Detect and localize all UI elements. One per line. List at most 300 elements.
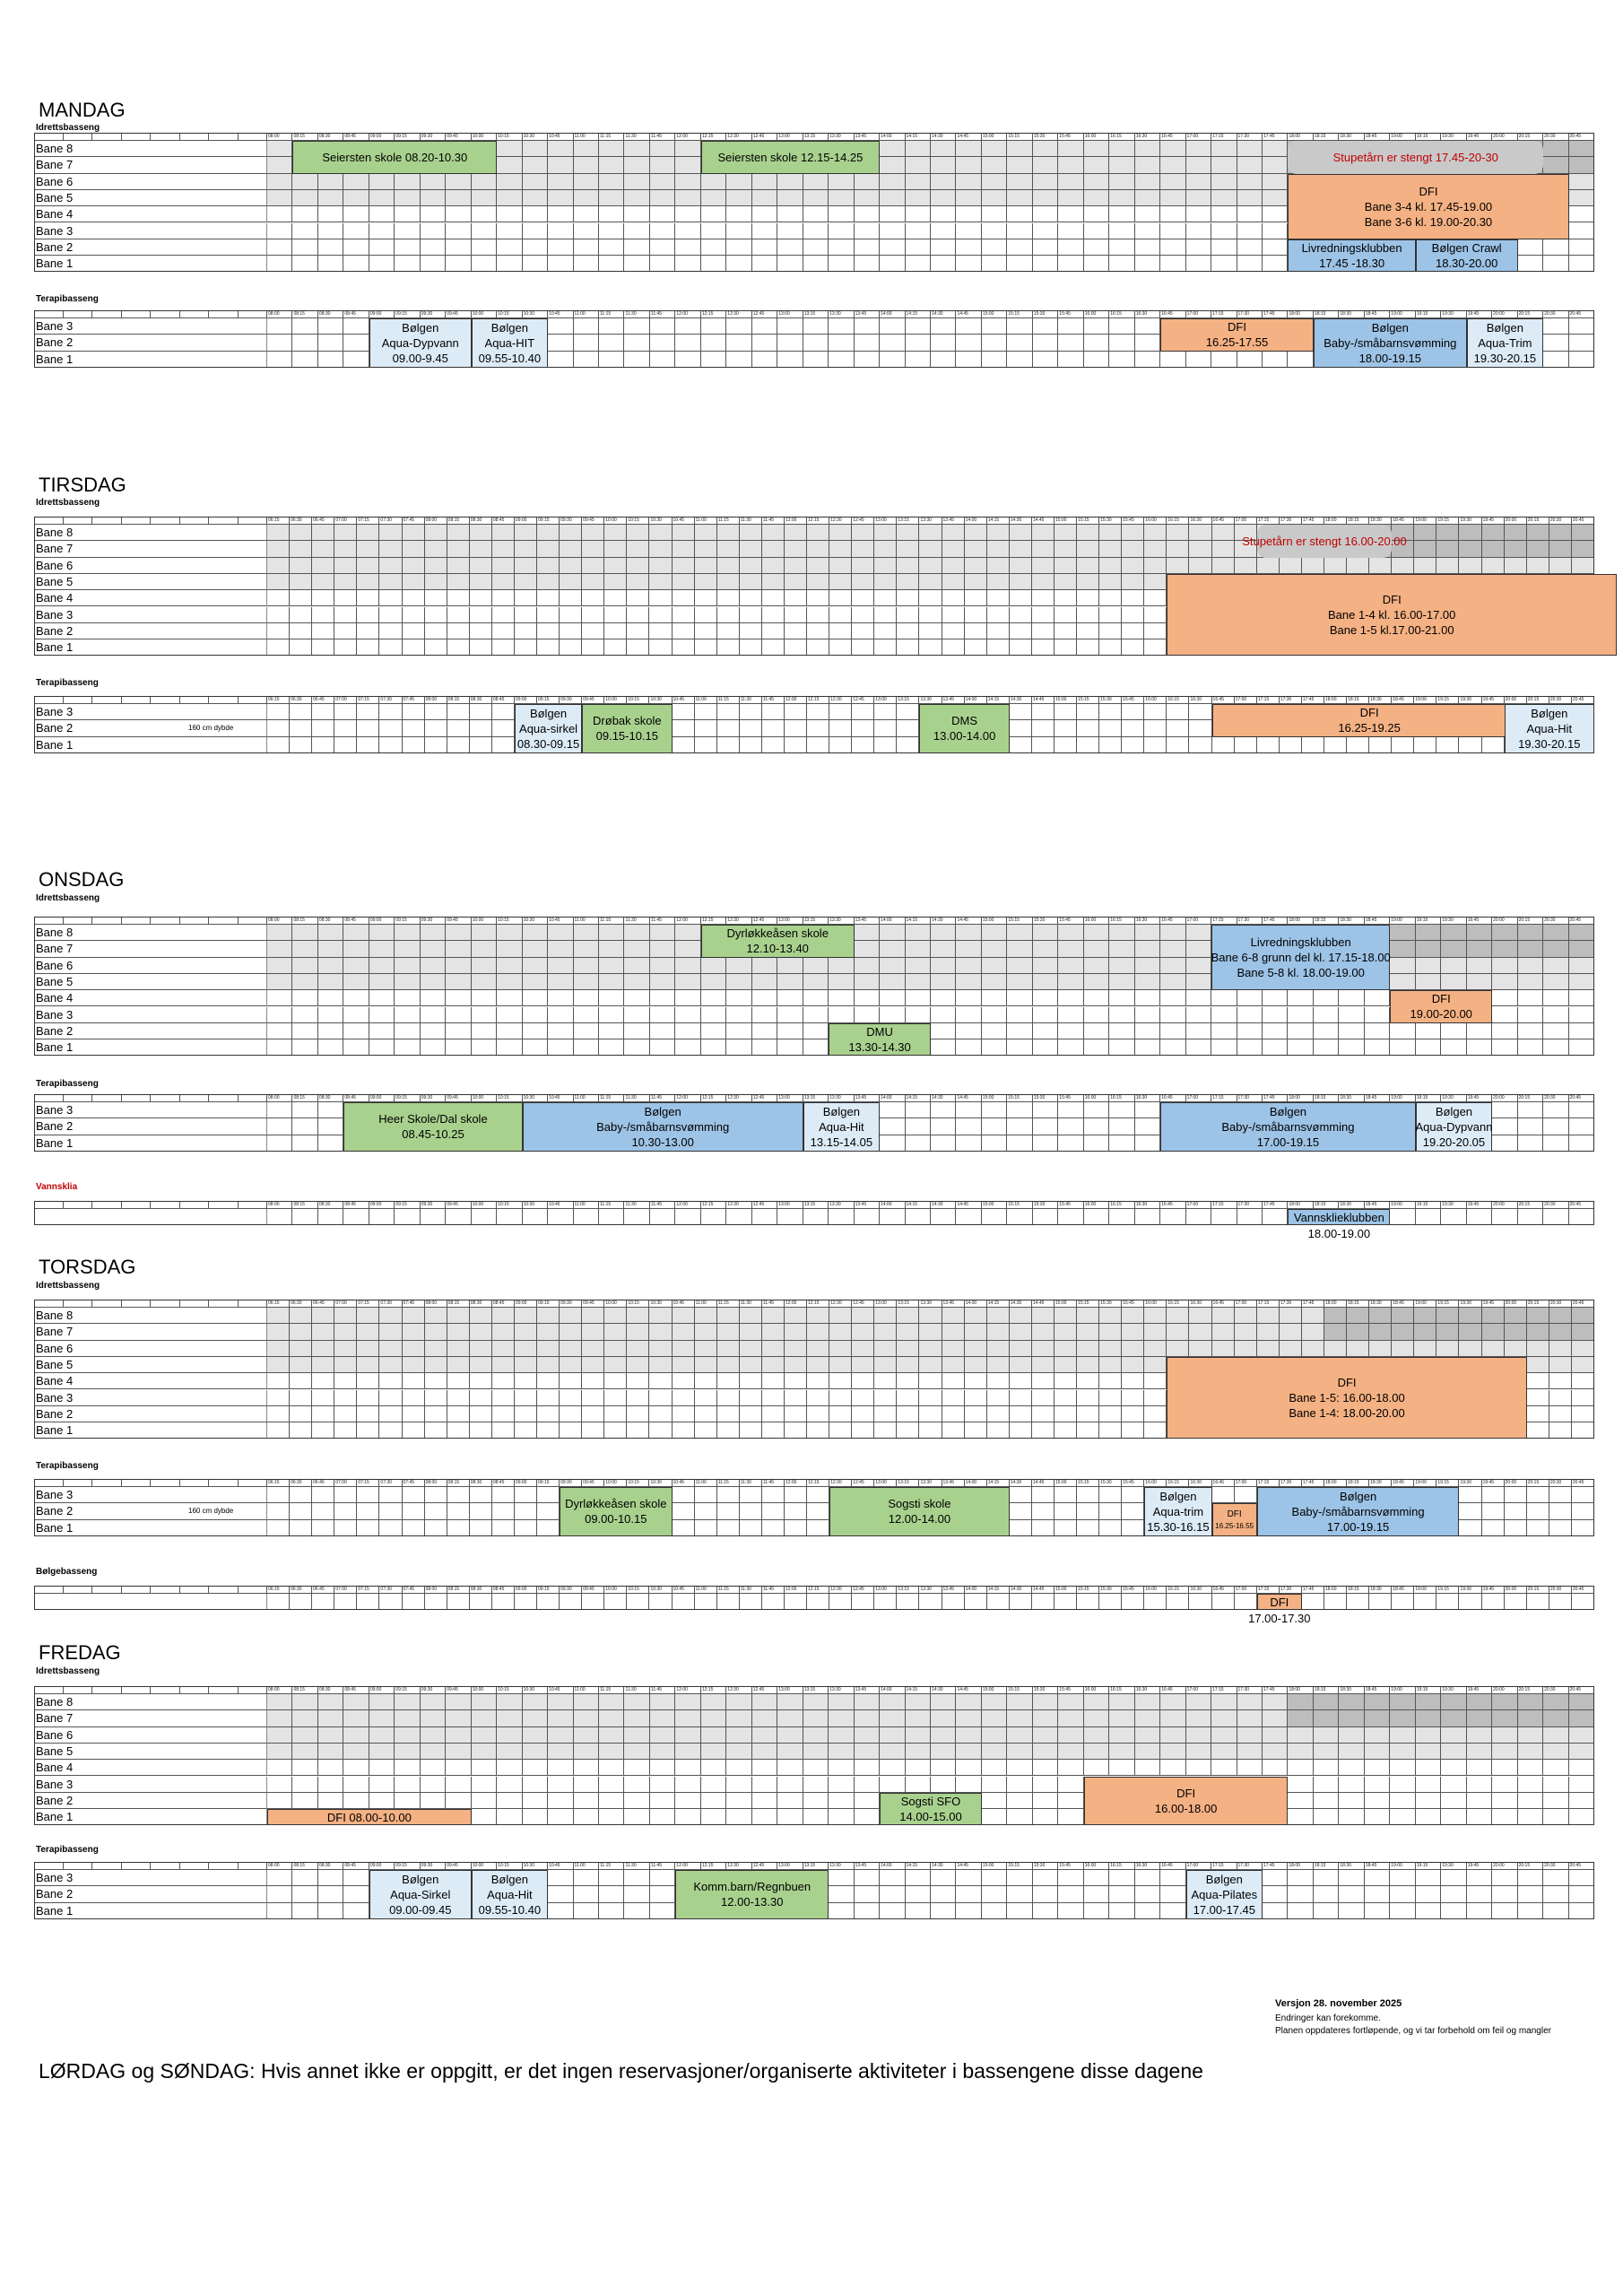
block-text: 09.00-9.45 xyxy=(392,351,448,365)
time-tick: 18:15 xyxy=(1314,1201,1339,1209)
time-tick: 14:30 xyxy=(1010,1300,1032,1308)
time-tick: 16:45 xyxy=(1212,1479,1235,1487)
time-tick: 14:15 xyxy=(987,1479,1010,1487)
block-text: 16.25-16.55 xyxy=(1215,1521,1254,1530)
time-tick: 11:15 xyxy=(717,1300,740,1308)
time-tick: 18:45 xyxy=(1365,310,1390,318)
time-tick: 08:15 xyxy=(292,133,317,141)
time-tick: 13:30 xyxy=(829,1094,854,1102)
time-tick: 16:45 xyxy=(1212,1586,1235,1594)
time-tick: 09:15 xyxy=(537,1479,560,1487)
time-tick: 10:30 xyxy=(523,1094,548,1102)
schedule-grid xyxy=(34,1862,1594,1919)
lane-label: Bane 6 xyxy=(36,958,74,972)
time-tick: 09:15 xyxy=(395,133,420,141)
time-tick: 09:30 xyxy=(421,310,446,318)
schedule-block xyxy=(829,1487,1010,1536)
time-tick: 18:15 xyxy=(1347,1586,1369,1594)
time-tick: 18:00 xyxy=(1324,517,1347,525)
block-text: 08.30-09.15 xyxy=(516,736,580,751)
time-tick: 15:45 xyxy=(1058,1201,1083,1209)
time-tick: 18:15 xyxy=(1314,133,1339,141)
time-tick: 15:15 xyxy=(1007,1201,1032,1209)
schedule-block xyxy=(292,141,497,174)
time-tick: 14:45 xyxy=(1032,1300,1055,1308)
time-tick: 11:45 xyxy=(650,1862,675,1870)
time-tick: 12:00 xyxy=(675,133,700,141)
lane-label: Bane 4 xyxy=(36,1374,74,1388)
time-tick: 17:00 xyxy=(1235,1300,1257,1308)
time-tick: 11:45 xyxy=(650,1094,675,1102)
time-tick: 12:00 xyxy=(785,1300,807,1308)
time-tick: 19:30 xyxy=(1441,917,1466,925)
time-tick: 15:00 xyxy=(1055,517,1077,525)
time-tick: 09:30 xyxy=(560,1586,582,1594)
time-tick: 12:15 xyxy=(807,517,829,525)
section-label: Terapibasseng xyxy=(36,1079,99,1089)
schedule-grid xyxy=(34,1479,1594,1536)
time-tick: 11:30 xyxy=(624,1094,649,1102)
lane-label: Bane 7 xyxy=(36,542,74,556)
time-tick: 10:45 xyxy=(673,1300,695,1308)
schedule-grid xyxy=(34,696,1594,753)
time-tick: 08:00 xyxy=(425,517,447,525)
time-tick: 16:30 xyxy=(1189,517,1211,525)
time-tick: 18:00 xyxy=(1324,1586,1347,1594)
time-tick: 13:30 xyxy=(829,1686,854,1694)
time-tick: 13:00 xyxy=(874,517,897,525)
time-tick: 16:45 xyxy=(1160,310,1185,318)
time-tick: 19:45 xyxy=(1482,1300,1505,1308)
time-tick: 17:15 xyxy=(1257,696,1280,704)
footer-note-1: Endringer kan forekomme. xyxy=(1275,2013,1381,2023)
lane-label: Bane 4 xyxy=(36,591,74,605)
time-tick: 14:00 xyxy=(880,1201,905,1209)
time-tick: 08:30 xyxy=(318,917,343,925)
day-title: TIRSDAG xyxy=(39,474,126,496)
schedule-block xyxy=(523,1102,803,1152)
time-tick: 16:00 xyxy=(1084,917,1109,925)
lane-label: Bane 2 xyxy=(36,1793,74,1807)
block-text: 15.30-16.15 xyxy=(1147,1519,1210,1534)
time-tick: 08:15 xyxy=(292,1862,317,1870)
time-tick: 18:45 xyxy=(1365,917,1390,925)
time-tick: 13:30 xyxy=(829,1862,854,1870)
time-tick: 15:30 xyxy=(1033,133,1058,141)
time-tick: 14:15 xyxy=(987,696,1010,704)
time-tick: 06:45 xyxy=(312,696,334,704)
block-text: Bølgen xyxy=(402,320,439,335)
block-text: Bane 3-6 kl. 19.00-20.30 xyxy=(1364,214,1493,229)
time-tick: 17:30 xyxy=(1237,917,1263,925)
lane-label: Bane 6 xyxy=(36,1341,74,1355)
time-tick: 13:30 xyxy=(829,1201,854,1209)
block-text: DFI xyxy=(1359,706,1379,720)
time-tick: 13:15 xyxy=(897,1586,919,1594)
time-tick: 20:45 xyxy=(1572,1586,1594,1594)
time-tick: 07:15 xyxy=(357,1479,379,1487)
time-tick: 20:45 xyxy=(1569,310,1594,318)
lane-label: Bane 7 xyxy=(36,158,74,172)
time-tick: 15:00 xyxy=(982,133,1007,141)
time-tick: 09:15 xyxy=(395,310,420,318)
block-text: 10.30-13.00 xyxy=(631,1135,694,1149)
time-tick: 09:45 xyxy=(582,1479,604,1487)
lane-label: Bane 3 xyxy=(36,1871,74,1884)
lane-label: Bane 2 xyxy=(36,1406,74,1421)
time-tick: 12:30 xyxy=(829,1479,852,1487)
block-text: 18.30-20.00 xyxy=(1435,257,1498,271)
time-tick: 07:30 xyxy=(379,1300,402,1308)
time-tick: 16:00 xyxy=(1084,1201,1109,1209)
time-tick: 09:00 xyxy=(515,696,537,704)
time-tick: 08:30 xyxy=(318,1094,343,1102)
time-tick: 15:15 xyxy=(1077,696,1099,704)
time-tick: 17:15 xyxy=(1211,133,1237,141)
time-tick: 17:15 xyxy=(1211,917,1237,925)
block-text: 09.00-10.15 xyxy=(585,1512,647,1526)
schedule-grid xyxy=(34,1686,1594,1825)
time-tick: 19:30 xyxy=(1441,310,1466,318)
time-tick: 07:00 xyxy=(334,517,357,525)
time-tick: 11:15 xyxy=(599,310,624,318)
time-tick: 08:45 xyxy=(492,517,515,525)
block-text: 16.00-18.00 xyxy=(1154,1801,1218,1815)
time-tick: 15:30 xyxy=(1099,1300,1122,1308)
time-tick: 12:00 xyxy=(675,917,700,925)
block-text: Livredningsklubben xyxy=(1301,241,1402,256)
lane-label: Bane 6 xyxy=(36,174,74,188)
time-tick: 11:30 xyxy=(740,696,762,704)
time-tick: 16:00 xyxy=(1144,1479,1167,1487)
time-tick: 18:30 xyxy=(1339,1686,1364,1694)
time-tick: 10:00 xyxy=(472,917,497,925)
time-tick: 09:15 xyxy=(537,517,560,525)
time-tick: 08:45 xyxy=(492,1479,515,1487)
time-tick: 11:15 xyxy=(717,1479,740,1487)
time-tick: 08:15 xyxy=(292,310,317,318)
time-tick: 20:45 xyxy=(1569,1094,1594,1102)
time-tick: 16:30 xyxy=(1135,133,1160,141)
time-tick: 10:30 xyxy=(649,696,672,704)
lane-label: Bane 1 xyxy=(36,737,74,752)
lane-label: Bane 3 xyxy=(36,1007,74,1022)
time-tick: 15:45 xyxy=(1122,517,1144,525)
block-text: Dyrløkkeåsen skole xyxy=(726,926,829,941)
time-tick: 10:30 xyxy=(523,1862,548,1870)
time-tick: 16:30 xyxy=(1189,1479,1211,1487)
block-text: Stupetårn er stengt 16.00-20.00 xyxy=(1242,534,1407,548)
time-tick: 13:15 xyxy=(803,917,829,925)
time-tick: 15:00 xyxy=(1055,1586,1077,1594)
time-tick: 13:45 xyxy=(855,1094,880,1102)
time-tick: 08:00 xyxy=(425,1479,447,1487)
time-tick: 18:00 xyxy=(1288,310,1313,318)
time-tick: 08:15 xyxy=(447,1479,470,1487)
time-tick: 15:30 xyxy=(1099,517,1122,525)
footer-version: Versjon 28. november 2025 xyxy=(1275,1998,1402,2009)
time-tick: 11:45 xyxy=(650,1686,675,1694)
time-tick: 16:00 xyxy=(1144,1586,1167,1594)
time-tick: 15:30 xyxy=(1099,696,1122,704)
block-text: 13.15-14.05 xyxy=(810,1135,873,1149)
time-tick: 11:00 xyxy=(695,696,717,704)
schedule-grid xyxy=(34,133,1594,272)
time-tick: 13:00 xyxy=(777,133,803,141)
time-tick: 13:15 xyxy=(897,517,919,525)
time-tick: 10:00 xyxy=(472,310,497,318)
time-tick: 16:30 xyxy=(1189,1586,1211,1594)
block-text: Bølgen Crawl xyxy=(1431,241,1502,256)
lane-label: Bane 2 xyxy=(36,1504,74,1518)
time-tick: 07:30 xyxy=(379,1479,402,1487)
time-tick: 14:30 xyxy=(931,310,956,318)
time-tick: 08:30 xyxy=(470,517,492,525)
section-label: Bølgebasseng xyxy=(36,1567,98,1577)
time-tick: 17:30 xyxy=(1280,1586,1302,1594)
time-tick: 12:30 xyxy=(726,1094,751,1102)
time-tick: 10:00 xyxy=(472,133,497,141)
time-tick: 18:45 xyxy=(1392,696,1414,704)
time-tick: 09:00 xyxy=(515,1300,537,1308)
time-tick: 10:00 xyxy=(604,1300,627,1308)
time-tick: 08:00 xyxy=(267,1686,292,1694)
time-tick: 07:45 xyxy=(403,1586,425,1594)
section-label: Terapibasseng xyxy=(36,1461,99,1471)
time-tick: 16:45 xyxy=(1212,696,1235,704)
time-tick: 12:15 xyxy=(807,1300,829,1308)
time-tick: 12:15 xyxy=(701,917,726,925)
time-tick: 12:30 xyxy=(726,310,751,318)
time-tick: 18:30 xyxy=(1339,133,1364,141)
block-text: DFI xyxy=(1270,1595,1289,1609)
time-tick: 20:30 xyxy=(1549,1300,1572,1308)
time-tick: 18:00 xyxy=(1288,133,1313,141)
time-tick: 15:15 xyxy=(1007,917,1032,925)
block-text: 17.00-19.15 xyxy=(1256,1135,1320,1149)
time-tick: 13:00 xyxy=(777,1094,803,1102)
time-tick: 10:30 xyxy=(523,310,548,318)
time-tick: 06:30 xyxy=(290,1479,312,1487)
block-text: Bane 5-8 kl. 18.00-19.00 xyxy=(1237,966,1365,980)
time-tick: 06:15 xyxy=(267,1479,290,1487)
time-tick: 11:45 xyxy=(650,917,675,925)
block-text: Aqua-Hit xyxy=(1526,721,1573,735)
time-tick: 19:30 xyxy=(1459,1586,1481,1594)
time-tick: 10:00 xyxy=(604,517,627,525)
time-tick: 08:45 xyxy=(492,1300,515,1308)
time-tick: 07:45 xyxy=(403,517,425,525)
time-tick: 13:15 xyxy=(803,1094,829,1102)
lane-label: Bane 3 xyxy=(36,1390,74,1405)
time-tick: 11:15 xyxy=(599,1094,624,1102)
time-tick: 17:00 xyxy=(1186,917,1211,925)
time-tick: 12:15 xyxy=(807,696,829,704)
time-tick: 12:30 xyxy=(726,1686,751,1694)
time-tick: 09:30 xyxy=(421,1686,446,1694)
time-tick: 19:15 xyxy=(1436,517,1459,525)
time-tick: 08:45 xyxy=(492,696,515,704)
time-tick: 15:00 xyxy=(1055,1300,1077,1308)
time-tick: 08:45 xyxy=(343,1094,369,1102)
lane-label: Bane 2 xyxy=(36,623,74,638)
time-tick: 15:00 xyxy=(982,1094,1007,1102)
time-tick: 10:15 xyxy=(497,310,522,318)
time-tick: 17:00 xyxy=(1235,1586,1257,1594)
time-tick: 16:15 xyxy=(1167,1479,1189,1487)
time-tick: 10:45 xyxy=(548,917,573,925)
schedule-block xyxy=(1144,1487,1211,1536)
time-tick: 08:45 xyxy=(492,1586,515,1594)
time-tick: 10:30 xyxy=(649,1586,672,1594)
time-tick: 11:00 xyxy=(574,133,599,141)
lane-label: Bane 8 xyxy=(36,526,74,539)
time-tick: 16:00 xyxy=(1084,1094,1109,1102)
time-tick: 20:00 xyxy=(1505,517,1527,525)
time-tick: 20:00 xyxy=(1492,1862,1517,1870)
time-tick: 10:45 xyxy=(548,1094,573,1102)
lane-label: Bane 3 xyxy=(36,705,74,718)
time-tick: 08:30 xyxy=(470,1586,492,1594)
time-tick: 20:30 xyxy=(1549,696,1572,704)
time-tick: 12:00 xyxy=(675,1201,700,1209)
time-tick: 14:00 xyxy=(880,1862,905,1870)
time-tick: 13:00 xyxy=(777,310,803,318)
time-tick: 09:30 xyxy=(560,1479,582,1487)
time-tick: 15:15 xyxy=(1007,1686,1032,1694)
time-tick: 19:30 xyxy=(1441,1094,1466,1102)
time-tick: 08:15 xyxy=(447,696,470,704)
time-tick: 16:00 xyxy=(1084,133,1109,141)
time-tick: 08:45 xyxy=(343,1862,369,1870)
time-tick: 18:30 xyxy=(1369,1479,1392,1487)
time-tick: 10:15 xyxy=(497,1862,522,1870)
schedule-block xyxy=(343,1102,522,1152)
depth-note: 160 cm dybde xyxy=(188,1507,234,1516)
time-tick: 08:15 xyxy=(447,1300,470,1308)
time-tick: 14:00 xyxy=(880,310,905,318)
time-tick: 18:00 xyxy=(1288,1686,1313,1694)
time-tick: 14:30 xyxy=(1010,1586,1032,1594)
time-tick: 19:00 xyxy=(1414,1300,1436,1308)
time-tick: 12:45 xyxy=(752,1094,777,1102)
block-text: DFI xyxy=(1419,184,1438,198)
time-tick: 13:15 xyxy=(897,1300,919,1308)
time-tick: 06:45 xyxy=(312,517,334,525)
schedule-block xyxy=(1467,318,1543,368)
time-tick: 14:30 xyxy=(931,1686,956,1694)
footer-note-2: Planen oppdateres fortløpende, og vi tar forbehold om feil og mangler xyxy=(1275,2026,1551,2036)
time-tick: 12:00 xyxy=(785,517,807,525)
time-tick: 18:15 xyxy=(1347,696,1369,704)
time-tick: 15:45 xyxy=(1122,696,1144,704)
time-tick: 09:00 xyxy=(369,310,395,318)
time-tick: 18:30 xyxy=(1369,696,1392,704)
block-text: Komm.barn/Regnbuen xyxy=(693,1880,812,1894)
block-text: 09.55-10.40 xyxy=(478,351,542,365)
time-tick: 14:30 xyxy=(931,1201,956,1209)
time-tick: 14:45 xyxy=(1032,1479,1055,1487)
block-text: Bane 1-5 kl.17.00-21.00 xyxy=(1329,623,1454,638)
block-text: 09.00-09.45 xyxy=(389,1902,452,1917)
time-tick: 18:15 xyxy=(1347,517,1369,525)
time-tick: 19:30 xyxy=(1441,133,1466,141)
time-tick: 19:30 xyxy=(1441,1686,1466,1694)
time-tick: 17:45 xyxy=(1302,1586,1324,1594)
time-tick: 14:30 xyxy=(1010,696,1032,704)
schedule-block xyxy=(582,704,672,753)
block-text: 12.10-13.40 xyxy=(746,942,809,956)
schedule-block xyxy=(1390,990,1492,1023)
block-text: 12.00-14.00 xyxy=(888,1512,951,1526)
time-tick: 07:00 xyxy=(334,1586,357,1594)
schedule-block xyxy=(803,1102,880,1152)
time-tick: 12:45 xyxy=(752,1686,777,1694)
time-tick: 15:00 xyxy=(982,1862,1007,1870)
time-tick: 17:00 xyxy=(1186,1201,1211,1209)
time-tick: 15:45 xyxy=(1058,310,1083,318)
time-tick: 08:00 xyxy=(267,133,292,141)
time-tick: 18:30 xyxy=(1339,917,1364,925)
time-tick: 12:45 xyxy=(852,1586,874,1594)
block-text: Bølgen xyxy=(1486,320,1523,335)
time-tick: 19:45 xyxy=(1467,1862,1492,1870)
time-tick: 19:15 xyxy=(1416,1862,1441,1870)
time-tick: 17:00 xyxy=(1186,310,1211,318)
section-label: Idrettsbasseng xyxy=(36,1281,100,1291)
time-tick: 11:00 xyxy=(695,517,717,525)
block-text: DFI xyxy=(1337,1376,1357,1390)
lane-label: Bane 5 xyxy=(36,1357,74,1371)
time-tick: 09:45 xyxy=(446,1094,471,1102)
time-tick: 11:30 xyxy=(624,917,649,925)
time-tick: 16:00 xyxy=(1084,1862,1109,1870)
time-tick: 12:15 xyxy=(701,1094,726,1102)
time-tick: 12:15 xyxy=(701,1686,726,1694)
day-title: FREDAG xyxy=(39,1641,121,1664)
time-tick: 15:00 xyxy=(982,310,1007,318)
time-tick: 12:15 xyxy=(807,1586,829,1594)
time-tick: 14:45 xyxy=(956,133,981,141)
time-tick: 20:00 xyxy=(1505,1586,1527,1594)
schedule-block xyxy=(1288,1209,1390,1225)
block-text: DFI xyxy=(1431,992,1451,1006)
time-tick: 15:00 xyxy=(982,917,1007,925)
block-text: 17.00-17.45 xyxy=(1193,1902,1255,1917)
time-tick: 17:45 xyxy=(1263,1094,1288,1102)
block-text: 19.30-20.15 xyxy=(1518,736,1581,751)
time-tick: 10:00 xyxy=(604,1479,627,1487)
time-tick: 07:15 xyxy=(357,696,379,704)
time-tick: 13:45 xyxy=(942,517,965,525)
time-tick: 20:45 xyxy=(1569,1862,1594,1870)
block-text: 14.00-15.00 xyxy=(899,1810,962,1824)
block-text: Aqua-Pilates xyxy=(1191,1887,1258,1901)
time-tick: 14:30 xyxy=(931,1094,956,1102)
time-tick: 07:15 xyxy=(357,1300,379,1308)
time-tick: 20:45 xyxy=(1569,133,1594,141)
schedule-block xyxy=(1186,1870,1263,1919)
time-tick: 18:15 xyxy=(1314,1094,1339,1102)
block-text: Drøbak skole xyxy=(593,714,662,728)
time-tick: 11:30 xyxy=(624,310,649,318)
block-text: 19.20-20.05 xyxy=(1422,1135,1486,1149)
time-tick: 11:30 xyxy=(740,1300,762,1308)
time-tick: 07:30 xyxy=(379,517,402,525)
time-tick: 12:30 xyxy=(726,917,751,925)
time-tick: 12:30 xyxy=(829,1300,852,1308)
schedule-grid xyxy=(34,1094,1594,1152)
